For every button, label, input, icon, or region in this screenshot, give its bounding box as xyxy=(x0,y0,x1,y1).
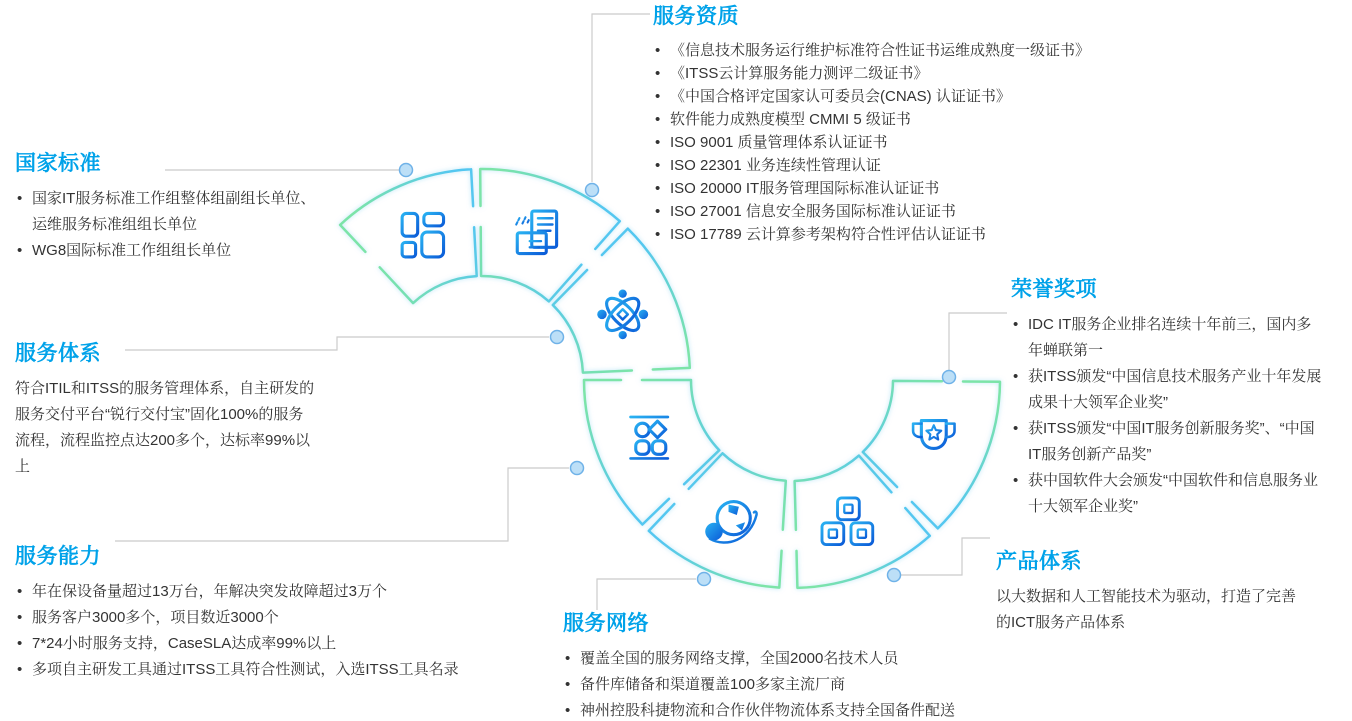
list-item-text: WG8国际标准工作组组长单位 xyxy=(32,242,232,259)
bullet: • xyxy=(655,65,661,82)
list-item-text: 《ITSS云计算服务能力测评二级证书》 xyxy=(670,65,929,82)
bullet: • xyxy=(655,88,661,105)
ring-segment-honors xyxy=(863,381,1000,529)
section-product-system xyxy=(996,549,1296,636)
list-item-text: 服务客户3000多个，项目数近3000个 xyxy=(32,609,279,626)
list-item-text: 《信息技术服务运行维护标准符合性证书运维成熟度一级证书》 xyxy=(670,42,1091,59)
bullet: • xyxy=(565,702,571,719)
connector-dot xyxy=(571,462,584,475)
list-item-text: 《中国合格评定国家认可委员会(CNAS) 认证证书》 xyxy=(670,88,1011,105)
section-service-capability xyxy=(15,544,520,683)
connector-line xyxy=(592,14,650,182)
list-item xyxy=(653,154,1343,177)
list-item-text: ISO 27001 信息安全服务国际标准认证证书 xyxy=(670,203,956,220)
globe-icon xyxy=(705,502,756,543)
list-item xyxy=(15,238,327,264)
list-item xyxy=(15,657,520,683)
list-item xyxy=(15,579,520,605)
list-item xyxy=(653,85,1343,108)
list-item-text: 获中国软件大会颁发“中国软件和信息服务业十大领军企业奖” xyxy=(1028,472,1318,515)
section-list xyxy=(563,646,1003,721)
modules-grid-icon xyxy=(631,417,668,458)
connector-line xyxy=(949,313,1007,370)
section-title: 国家标准 xyxy=(15,152,101,175)
section-national-standards xyxy=(15,151,327,264)
bullet: • xyxy=(655,111,661,128)
trophy-icon xyxy=(913,421,954,460)
list-item-text: 神州控股科捷物流和合作伙伴物流体系支持全国备件配送 xyxy=(580,702,956,719)
list-item-text: 多项自主研发工具通过ITSS工具符合性测试，入选ITSS工具名录 xyxy=(32,661,459,678)
list-item-text: IDC IT服务企业排名连续十年前三，国内多年蝉联第一 xyxy=(1028,316,1312,359)
list-item-text: 软件能力成熟度模型 CMMI 5 级证书 xyxy=(670,111,911,128)
section-title: 荣誉奖项 xyxy=(1011,278,1097,301)
list-item xyxy=(653,223,1343,246)
section-list xyxy=(653,39,1343,246)
segment-icons xyxy=(402,211,954,544)
section-title: 服务网络 xyxy=(563,612,649,635)
section-list xyxy=(1011,312,1323,520)
list-item xyxy=(653,200,1343,223)
list-item-text: ISO 20000 IT服务管理国际标准认证证书 xyxy=(670,180,940,197)
bullet: • xyxy=(1013,368,1019,385)
list-item xyxy=(653,62,1343,85)
list-item xyxy=(15,631,520,657)
connector-dot xyxy=(698,573,711,586)
list-item-text: 获ITSS颁发“中国信息技术服务产业十年发展成果十大领军企业奖” xyxy=(1028,368,1322,411)
list-item xyxy=(563,646,1003,672)
boxes-icon xyxy=(822,498,873,545)
bullet: • xyxy=(1013,472,1019,489)
list-item-text: ISO 17789 云计算参考架构符合性评估认证证书 xyxy=(670,226,986,243)
certificate-doc-icon xyxy=(516,211,556,253)
bullet: • xyxy=(655,203,661,220)
list-item-text: 备件库储备和渠道覆盖100多家主流厂商 xyxy=(580,676,846,693)
section-service-network xyxy=(563,611,1003,721)
connector-dot xyxy=(400,164,413,177)
bullet: • xyxy=(655,42,661,59)
list-item xyxy=(653,131,1343,154)
section-paragraph: 符合ITIL和ITSS的服务管理体系，自主研发的服务交付平台“锐行交付宝”固化100%的服务流程，流程监控点达200多个，达标率99%以上 xyxy=(15,380,315,475)
atom-network-icon xyxy=(597,290,648,340)
connector-line xyxy=(901,538,990,575)
section-honors xyxy=(1011,277,1323,520)
list-item xyxy=(15,605,520,631)
section-service-qualifications xyxy=(653,4,1343,246)
connector-dot xyxy=(943,371,956,384)
list-item xyxy=(1011,468,1323,520)
bullet: • xyxy=(655,226,661,243)
section-service-system xyxy=(15,341,315,480)
list-item xyxy=(653,39,1343,62)
list-item-text: 年在保设备量超过13万台，年解决突发故障超过3万个 xyxy=(32,583,388,600)
bullet: • xyxy=(17,242,23,259)
section-paragraph: 以大数据和人工智能技术为驱动，打造了完善的ICT服务产品体系 xyxy=(996,588,1297,631)
list-item xyxy=(15,186,327,238)
bullet: • xyxy=(17,190,23,207)
list-item xyxy=(1011,416,1323,468)
bullet: • xyxy=(17,661,23,678)
list-item xyxy=(1011,312,1323,364)
list-item-text: ISO 22301 业务连续性管理认证 xyxy=(670,157,881,174)
list-item xyxy=(653,108,1343,131)
list-item-text: 国家IT服务标准工作组整体组副组长单位、运维服务标准组组长单位 xyxy=(32,190,316,233)
list-item xyxy=(1011,364,1323,416)
section-list xyxy=(15,186,327,264)
bullet: • xyxy=(655,157,661,174)
bullet: • xyxy=(655,134,661,151)
list-item xyxy=(563,672,1003,698)
section-list xyxy=(15,579,520,683)
connector-dot xyxy=(586,184,599,197)
layout-grid-icon xyxy=(402,213,443,257)
list-item-text: 获ITSS颁发“中国IT服务创新服务奖”、“中国IT服务创新产品奖” xyxy=(1028,420,1315,463)
connector-dot xyxy=(888,569,901,582)
list-item-text: 7*24小时服务支持，CaseSLA达成率99%以上 xyxy=(32,635,337,652)
section-title: 服务资质 xyxy=(653,5,739,28)
bullet: • xyxy=(655,180,661,197)
bullet: • xyxy=(565,650,571,667)
list-item xyxy=(563,698,1003,721)
section-title: 服务能力 xyxy=(15,545,101,568)
bullet: • xyxy=(17,635,23,652)
section-title: 服务体系 xyxy=(15,342,101,365)
section-title: 产品体系 xyxy=(996,550,1082,573)
bullet: • xyxy=(17,609,23,626)
bullet: • xyxy=(565,676,571,693)
connector-line xyxy=(597,579,696,610)
connector-dot xyxy=(551,331,564,344)
list-item-text: ISO 9001 质量管理体系认证证书 xyxy=(670,134,888,151)
list-item-text: 覆盖全国的服务网络支撑，全国2000名技术人员 xyxy=(580,650,899,667)
bullet: • xyxy=(17,583,23,600)
bullet: • xyxy=(1013,420,1019,437)
bullet: • xyxy=(1013,316,1019,333)
list-item xyxy=(653,177,1343,200)
